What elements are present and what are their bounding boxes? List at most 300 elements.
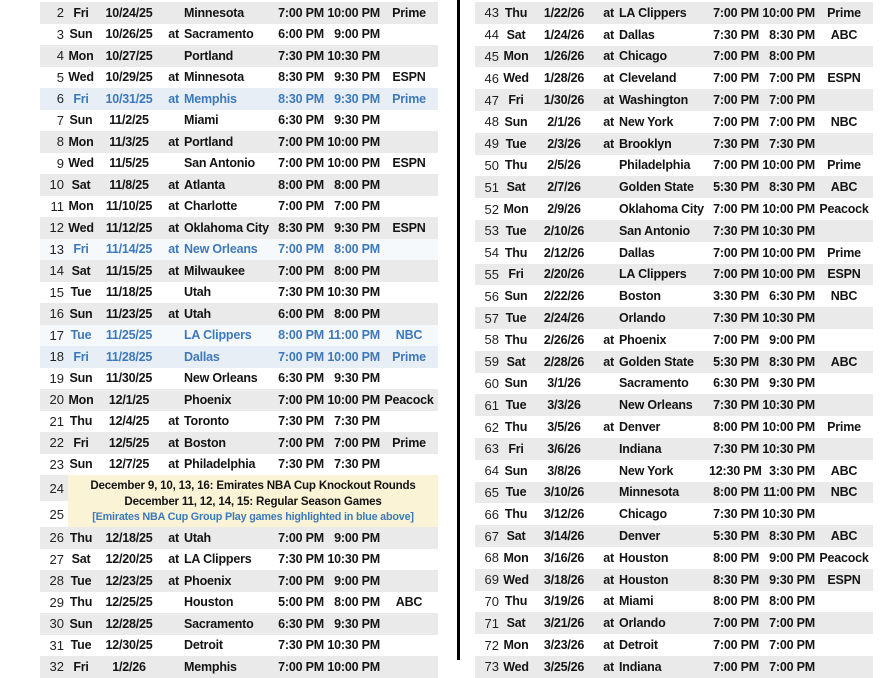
at-label: at [603,93,614,108]
game-day: Sun [69,457,93,472]
game-date: 3/18/26 [543,572,585,587]
game-number: 9 [56,155,64,171]
game-date: 12/23/25 [105,573,153,588]
time-eastern: 10:00 PM [327,134,380,149]
time-eastern: 9:00 PM [334,27,380,42]
game-date: 11/30/25 [105,371,153,386]
game-date: 2/7/26 [547,180,581,195]
game-date: 2/3/26 [547,136,581,151]
schedule-row [475,133,873,155]
opponent: Houston [619,550,669,565]
time-local: 7:30 PM [713,441,759,456]
game-date: 1/22/26 [543,5,585,20]
opponent: Orlando [619,311,666,326]
game-date: 3/8/26 [547,463,581,478]
game-day: Sun [504,114,528,129]
game-day: Thu [504,332,528,347]
network: Peacock [819,550,869,565]
time-eastern: 9:30 PM [334,220,380,235]
time-local: 7:00 PM [713,158,759,173]
time-eastern: 8:30 PM [769,354,815,369]
game-day: Mon [503,49,529,64]
game-date: 11/10/25 [105,199,153,214]
game-day: Thu [504,158,528,173]
time-eastern: 10:30 PM [762,398,815,413]
opponent: Portland [184,134,234,149]
time-local: 8:30 PM [278,220,324,235]
game-day: Sun [69,371,93,386]
network: Prime [827,245,861,260]
opponent: Atlanta [184,177,225,192]
schedule-row [40,411,438,433]
game-number: 54 [484,245,499,261]
time-local: 12:30 PM [709,463,762,478]
game-day: Tue [70,573,92,588]
time-eastern: 7:00 PM [334,435,380,450]
game-number: 67 [484,528,499,544]
game-number: 22 [49,435,64,451]
game-number: 47 [484,92,499,108]
game-day: Sun [69,616,93,631]
schedule-row [40,570,438,592]
game-number: 6 [56,91,64,107]
opponent: Phoenix [184,573,232,588]
game-number: 31 [49,637,64,653]
game-date: 3/14/26 [543,529,585,544]
game-day: Sat [506,529,526,544]
network: Peacock [384,392,434,407]
game-number: 16 [49,306,64,322]
time-local: 8:00 PM [713,420,759,435]
game-date: 1/30/26 [543,93,585,108]
opponent: Utah [184,530,211,545]
game-day: Tue [70,638,92,653]
game-number: 23 [49,456,64,472]
game-date: 12/4/25 [108,414,150,429]
at-label: at [168,220,179,235]
opponent: Charlotte [184,199,238,214]
schedule-row [475,329,873,351]
opponent: New Orleans [184,371,258,386]
at-label: at [603,71,614,86]
game-date: 3/16/26 [543,550,585,565]
opponent: LA Clippers [184,552,252,567]
game-number: 26 [49,530,64,546]
opponent: Toronto [184,414,229,429]
game-date: 11/25/25 [105,328,153,343]
time-eastern: 10:30 PM [762,223,815,238]
at-label: at [603,354,614,369]
game-day: Sun [504,463,528,478]
schedule-row [40,432,438,454]
game-number: 66 [484,506,499,522]
schedule-right-table [475,2,873,678]
game-number: 8 [56,134,64,150]
schedule-row [40,656,438,678]
schedule-row [475,373,873,395]
game-date: 11/23/25 [105,306,153,321]
game-day: Tue [70,328,92,343]
schedule-row [475,351,873,373]
opponent: New York [619,463,674,478]
time-local: 6:30 PM [713,376,759,391]
time-local: 7:30 PM [278,285,324,300]
game-number: 12 [49,220,64,236]
game-date: 11/15/25 [105,263,153,278]
game-day: Mon [68,134,94,149]
time-eastern: 8:00 PM [769,594,815,609]
time-local: 5:30 PM [713,180,759,195]
time-local: 8:00 PM [713,550,759,565]
game-day: Thu [504,594,528,609]
time-local: 3:30 PM [713,289,759,304]
schedule-row [475,285,873,307]
opponent: Detroit [619,638,658,652]
schedule-row [40,368,438,390]
opponent: Dallas [184,349,220,364]
game-date: 3/21/26 [543,616,585,631]
opponent: Brooklyn [619,136,672,151]
time-local: 7:30 PM [278,48,324,63]
network: ABC [830,463,858,478]
time-eastern: 10:00 PM [762,420,815,435]
game-date: 2/24/26 [543,311,585,326]
opponent: Denver [619,529,661,544]
time-local: 7:00 PM [278,530,324,545]
schedule-row [475,612,873,634]
network: Prime [392,435,426,450]
at-label: at [603,572,614,587]
time-eastern: 8:00 PM [334,595,380,610]
at-label: at [603,49,614,64]
opponent: Golden State [619,180,694,195]
game-day: Wed [503,572,529,587]
at-label: at [603,420,614,435]
network: ESPN [392,70,426,85]
opponent: New Orleans [619,398,693,413]
time-eastern: 6:30 PM [769,289,815,304]
opponent: Chicago [619,49,667,64]
network: ABC [830,27,858,42]
opponent: New Orleans [184,242,258,257]
time-eastern: 7:00 PM [769,616,815,631]
schedule-row [475,525,873,547]
game-number: 43 [484,5,499,21]
at-label: at [168,177,179,192]
schedule-row [40,67,438,89]
game-date: 3/12/26 [543,507,585,522]
network: ESPN [392,156,426,171]
game-date: 2/10/26 [543,223,585,238]
time-local: 8:30 PM [278,70,324,85]
schedule-row [475,220,873,242]
game-day: Sun [504,376,528,391]
schedule-row [40,346,438,368]
schedule-row [40,592,438,614]
time-local: 7:00 PM [713,49,759,64]
game-date: 3/25/26 [543,659,585,674]
opponent: Boston [619,289,661,304]
game-day: Sat [506,180,526,195]
schedule-row [40,325,438,347]
time-local: 7:00 PM [713,638,759,652]
schedule-row [40,282,438,304]
time-eastern: 9:30 PM [334,113,380,128]
game-number: 65 [484,484,499,500]
time-local: 6:30 PM [278,113,324,128]
game-date: 3/1/26 [547,376,581,391]
game-number: 15 [49,284,64,300]
game-date: 3/5/26 [547,420,581,435]
time-eastern: 8:00 PM [334,242,380,257]
game-number: 19 [49,370,64,386]
schedule-row [40,110,438,132]
game-date: 2/20/26 [543,267,585,282]
time-eastern: 10:00 PM [762,267,815,282]
at-label: at [168,435,179,450]
network: Prime [392,91,426,106]
time-eastern: 7:00 PM [334,199,380,214]
opponent: Indiana [619,441,662,456]
game-number: 58 [484,332,499,348]
schedule-row [40,153,438,175]
schedule-row [40,635,438,657]
time-local: 7:00 PM [278,242,324,257]
network: Prime [827,158,861,173]
game-day: Fri [73,5,89,20]
opponent: Sacramento [184,616,254,631]
time-local: 7:00 PM [713,245,759,260]
network: ABC [830,529,858,544]
at-label: at [603,27,614,42]
game-date: 12/20/25 [105,552,153,567]
game-number: 14 [49,263,64,279]
schedule-row [475,264,873,286]
game-day: Tue [505,311,527,326]
time-eastern: 7:00 PM [769,114,815,129]
schedule-row [40,196,438,218]
at-label: at [603,114,614,129]
time-local: 7:30 PM [713,398,759,413]
time-eastern: 9:00 PM [334,573,380,588]
time-eastern: 10:00 PM [327,156,380,171]
network: ESPN [392,220,426,235]
game-day: Wed [68,220,94,235]
game-day: Thu [69,530,93,545]
game-date: 11/12/25 [105,220,153,235]
game-date: 11/3/25 [109,134,149,149]
time-eastern: 10:30 PM [762,311,815,326]
opponent: Portland [184,48,234,63]
opponent: Dallas [619,245,655,260]
opponent: Indiana [619,659,662,674]
game-number: 17 [49,327,64,343]
schedule-row [40,527,438,549]
at-label: at [603,616,614,631]
at-label: at [603,332,614,347]
game-date: 3/6/26 [547,441,581,456]
time-eastern: 11:00 PM [328,328,380,343]
nba-cup-note-line-1: December 9, 10, 13, 16: Emirates NBA Cup Knockout Rounds [90,478,416,492]
opponent: Utah [184,306,211,321]
time-local: 7:00 PM [713,202,759,217]
time-local: 8:00 PM [278,328,324,343]
nba-cup-note-body [68,475,438,527]
time-eastern: 10:00 PM [327,392,380,407]
schedule-row [475,67,873,89]
at-label: at [168,552,179,567]
time-local: 7:00 PM [278,5,324,20]
time-eastern: 7:00 PM [769,638,815,652]
time-local: 7:00 PM [713,332,759,347]
time-local: 7:00 PM [278,573,324,588]
time-local: 7:00 PM [713,5,759,20]
game-date: 1/24/26 [543,27,585,42]
game-date: 3/10/26 [543,485,585,500]
game-date: 1/26/26 [543,49,585,64]
network: ESPN [827,267,861,282]
game-day: Wed [68,156,94,171]
time-eastern: 7:30 PM [334,414,380,429]
at-label: at [168,27,179,42]
game-date: 11/14/25 [105,242,153,257]
game-number: 60 [484,375,499,391]
opponent: Phoenix [619,332,667,347]
game-date: 2/1/26 [547,114,581,129]
game-date: 10/31/25 [105,91,153,106]
game-date: 10/26/25 [105,27,153,42]
schedule-row [475,547,873,569]
schedule-row [475,198,873,220]
at-label: at [168,414,179,429]
time-local: 7:00 PM [278,349,324,364]
opponent: Miami [184,113,219,128]
opponent: Utah [184,285,211,300]
opponent: Oklahoma City [184,220,269,235]
time-eastern: 10:00 PM [762,245,815,260]
schedule-row [40,2,438,24]
game-number: 10 [49,177,64,193]
at-label: at [168,199,179,214]
game-day: Sun [69,306,93,321]
game-number: 48 [484,114,499,130]
at-label: at [603,550,614,565]
time-eastern: 3:30 PM [769,463,815,478]
time-local: 8:00 PM [713,594,759,609]
at-label: at [168,134,179,149]
time-eastern: 7:00 PM [769,71,815,86]
game-number: 71 [484,615,499,631]
opponent: Milwaukee [184,263,245,278]
time-local: 7:00 PM [713,71,759,86]
opponent: Washington [619,93,689,108]
game-number: 46 [484,70,499,86]
game-number: 57 [484,310,499,326]
opponent: Oklahoma City [619,202,704,217]
at-label: at [168,457,179,472]
game-number: 49 [484,136,499,152]
game-day: Sun [504,289,528,304]
schedule-row [475,656,873,678]
time-eastern: 9:00 PM [769,550,815,565]
game-date: 11/2/25 [109,113,149,128]
schedule-row [475,46,873,68]
game-number: 59 [484,354,499,370]
game-number: 50 [484,157,499,173]
game-day: Thu [69,595,93,610]
game-day: Wed [503,71,529,86]
time-eastern: 9:30 PM [334,91,380,106]
game-date: 1/2/26 [112,659,146,674]
schedule-row [475,242,873,264]
game-day: Thu [504,5,528,20]
game-number: 3 [56,26,64,42]
game-number: 64 [484,463,499,479]
game-day: Fri [73,349,89,364]
game-date: 10/24/25 [105,5,153,20]
game-date: 12/5/25 [108,435,150,450]
opponent: Cleveland [619,71,677,86]
time-local: 7:30 PM [713,507,759,522]
game-number: 63 [484,441,499,457]
network: NBC [830,114,858,129]
game-day: Tue [505,136,527,151]
game-number: 11 [50,198,64,214]
game-date: 11/5/25 [109,156,149,171]
game-day: Sun [69,27,93,42]
time-eastern: 10:00 PM [762,158,815,173]
network: NBC [830,485,858,500]
game-date: 2/12/26 [543,245,585,260]
game-day: Fri [73,91,89,106]
game-date: 3/19/26 [543,594,585,609]
time-local: 7:30 PM [278,414,324,429]
game-day: Sun [69,113,93,128]
schedule-row [475,569,873,591]
schedule-row [475,394,873,416]
game-day: Sat [506,27,526,42]
game-number: 44 [484,27,499,43]
time-local: 8:30 PM [278,91,324,106]
schedule-row [40,260,438,282]
game-date: 12/7/25 [108,457,150,472]
game-number: 32 [49,659,64,675]
schedule-row [475,111,873,133]
opponent: LA Clippers [184,328,252,343]
opponent: Philadelphia [184,457,256,472]
network: NBC [395,328,423,343]
schedule-row [475,460,873,482]
game-date: 10/27/25 [105,48,153,63]
opponent: Dallas [619,27,655,42]
time-eastern: 10:00 PM [762,202,815,217]
time-local: 6:30 PM [278,371,324,386]
at-label: at [168,306,179,321]
schedule-row [40,303,438,325]
game-number: 18 [49,349,64,365]
schedule-row [475,416,873,438]
game-day: Fri [508,93,524,108]
game-date: 10/29/25 [105,70,153,85]
opponent: San Antonio [619,223,690,238]
time-local: 7:00 PM [713,659,759,674]
time-eastern: 8:30 PM [769,27,815,42]
network: Prime [827,420,861,435]
schedule-row [475,155,873,177]
time-eastern: 7:30 PM [769,136,815,151]
schedule-row [40,239,438,261]
time-eastern: 9:30 PM [769,376,815,391]
